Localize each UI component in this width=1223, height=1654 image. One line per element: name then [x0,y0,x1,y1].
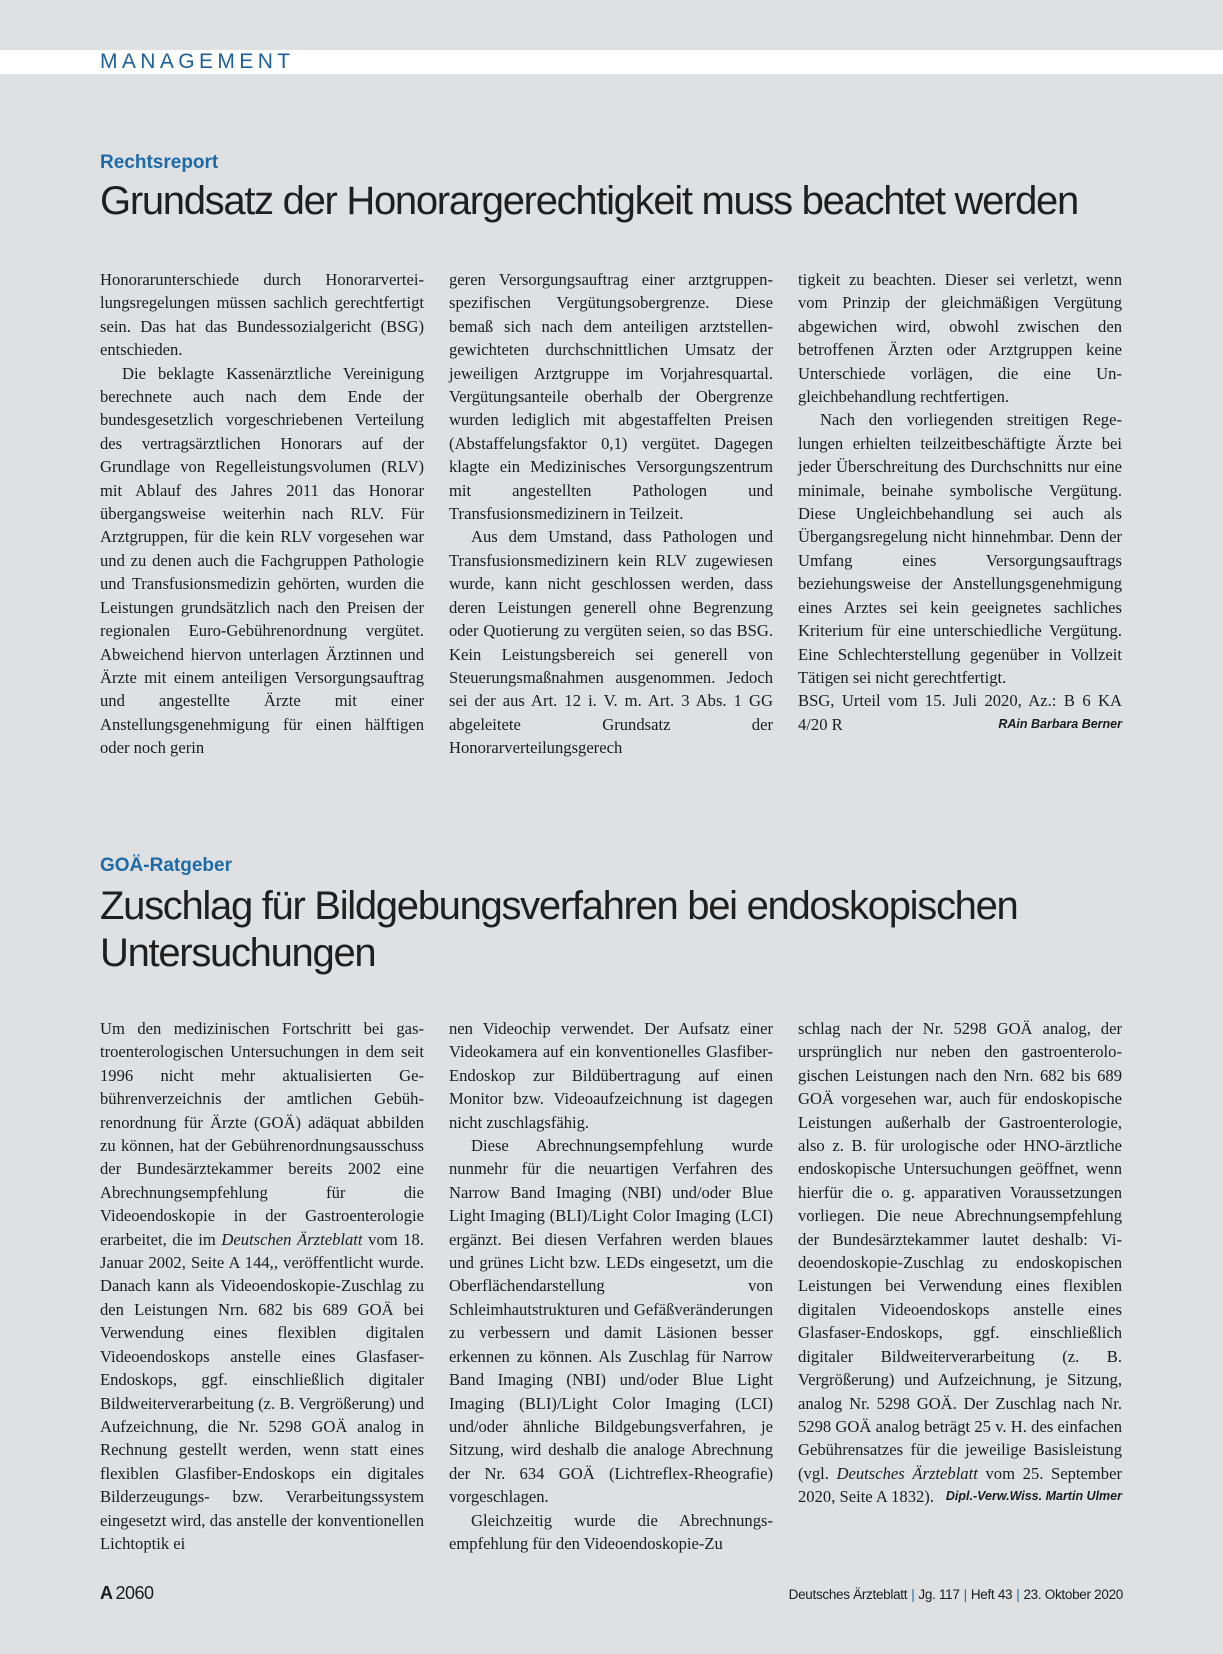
article1-column-3 [798,268,1122,736]
article1-kicker: Rechtsreport [100,152,219,173]
footer-citation [789,1587,1123,1602]
article2-title-line-1: Zuschlag für Bildgebungsverfahren bei endoskopischen [100,884,1018,928]
article1-title: Grundsatz der Honorargerechtigkeit muss beachtet werden [100,179,1078,223]
top-band [0,0,1223,50]
text: Um den medizinischen Fortschritt bei gastroenterologischen Untersuchungen in dem seit 1996 nicht mehr aktualisierten Gebührenverzeichnis der amtlichen Gebührenordnung für Ärzte (GOÄ) adäquat abbilden zu können, hat der Gebührenordnungsausschuss der Bundesärztekammer bereits 2002 eine Abrechnungsempfehlung für die Videoendoskopie in der Gastroenterologie erarbeitet, die im [100,1019,424,1249]
article1-author: RAin Barbara Berner [998,716,1122,731]
paragraph [798,1017,1122,1509]
article2-column-2 [449,1017,773,1555]
paragraph: nen Videochip verwendet. Der Aufsatz einer Videokamera auf ein konventionelles Glasfiber-Endoskop zur Bildübertragung auf einen Monitor bzw. Videoaufzeichnung ist dagegen nicht zuschlagsfähig. [449,1019,773,1132]
issue-date: 23. Oktober 2020 [1023,1587,1123,1602]
paragraph: Honorarunterschiede durch Honorarverteilungsregelungen müssen sachlich gerechtfertigt sein. Das hat das Bundessozialgericht (BSG) entschieden. [100,270,424,360]
separator: | [1016,1587,1020,1602]
paragraph: Diese Abrechnungsempfehlung wurde nunmehr für die neuartigen Verfahren des Narrow Band Imaging (NBI) und/oder Blue Light Imaging (BLI)/Light Color Imaging (LCI) ergänzt. Bei diesen Verfahren werden blaues und grünes Licht bzw. LEDs eingesetzt, um die Oberflächendarstellung von Schleimhautstrukturen und Gefäßveränderungen zu verbessern und damit Läsionen besser erkennen zu können. Als Zuschlag für Narrow Band Imaging (NBI) und/oder Blue Light Imaging (BLI)/Light Color Imaging (LCI) und/oder ähnliche Bildgebungsverfahren, je Sitzung, wird deshalb die analoge Abrechnung der Nr. 634 GOÄ (Lichtreflex-Rheografie) vorgeschlagen. [449,1136,773,1507]
article2-author: Dipl.-Verw.Wiss. Martin Ulmer [945,1489,1122,1504]
journal-name: Deutsches Ärzteblatt [788,1587,908,1602]
page-prefix: A [100,1583,113,1603]
article1-column-2 [449,268,773,760]
citation-text: BSG, Urteil vom 15. Juli 2020, Az.: B 6 KA 4/20 R [798,691,1122,734]
paragraph: Gleichzeitig wurde die Abrechnungsempfehlung für den Videoendoskopie-Zu [449,1510,773,1553]
page-number [100,1583,154,1604]
volume: Jg. 117 [918,1587,960,1602]
journal-reference: Deutschen Ärzteblatt [221,1229,363,1249]
paragraph [100,1017,424,1555]
section-label: MANAGEMENT [100,50,295,73]
paragraph: geren Versorgungsauftrag einer arztgruppenspezifischen Vergütungsobergrenze. Diese bemaß sich nach dem anteiligen arztstellengewichteten durchschnittlichen Umsatz der jeweiligen Arztgruppe im Vorjahresquartal. Vergütungsanteile oberhalb der Obergrenze wurden lediglich mit abgestaffelten Preisen (Abstaffelungsfaktor 0,1) vergütet. Dagegen klagte ein Medizinisches Versorgungszentrum mit angestellten Pathologen und Transfusionsmedizinern in Teilzeit. [449,270,773,524]
citation [798,689,1122,736]
article2-title-line-2: Untersuchungen [100,931,376,975]
article1-column-1 [100,268,424,760]
issue: Heft 43 [970,1587,1013,1602]
article2-kicker: GOÄ-Ratgeber [100,855,232,876]
separator: | [963,1587,967,1602]
text: schlag nach der Nr. 5298 GOÄ analog, der ursprünglich nur neben den gastroenterologischen Leistungen nach den Nrn. 682 bis 689 GOÄ vorgesehen war, auch für endoskopische Leistungen außerhalb der Gastroenterologie, also z. B. für urologische oder HNO-ärztliche endoskopische Untersuchungen geöffnet, wenn hierfür die o. g. apparativen Voraussetzungen vorliegen. Die neue Abrechnungsempfehlung der Bundesärztekammer lautet deshalb: Videoendoskopie-Zuschlag zu endoskopischen Leistungen bei Verwendung eines flexiblen digitalen Videoendoskops anstelle eines Glasfaser-Endoskops, ggf. einschließlich digitaler Bildweiterverarbeitung (z. B. Vergrößerung) und Aufzeichnung, je Sitzung, analog Nr. 5298 GOÄ. Der Zuschlag nach Nr. 5298 GOÄ analog beträgt 25 v. H. des einfachen Gebührensatzes für die jeweilige Basisleistung (vgl. [798,1019,1122,1483]
paragraph: Nach den vorliegenden streitigen Regelungen erhielten teilzeitbeschäftigte Ärzte bei jeder Überschreitung des Durchschnitts nur eine minimale, beinahe symbolische Vergütung. Diese Ungleichbehandlung sei auch als Übergangsregelung nicht hinnehmbar. Denn der Umfang eines Versorgungsauftrags beziehungsweise der Anstellungsgenehmigung eines Arztes sei kein geeignetes sachliches Kriterium für eine unterschiedliche Vergütung. Eine Schlechterstellung gegenüber in Vollzeit Tätigen sei nicht gerechtfertigt. [798,410,1122,687]
page-number-value: 2060 [115,1583,154,1603]
text: vom 18. Januar 2002, Seite A 144,, veröffentlicht wurde. Danach kann als Videoendoskopie-Zuschlag zu den Leistungen Nrn. 682 bis 689 GOÄ bei Verwendung eines flexiblen digitalen Videoendoskops anstelle eines Glasfaser-Endoskops, ggf. einschließlich digitaler Bildweiterverarbeitung (z. B. Vergrößerung) und Aufzeichnung, die Nr. 5298 GOÄ analog in Rechnung gestellt werden, wenn statt eines flexiblen Glasfiber-Endoskops ein digitales Bilderzeugungs- bzw. Verarbeitungssystem eingesetzt wird, das anstelle der konventionellen Lichtoptik ei [100,1229,424,1553]
text: vom 25. September 2020, Seite A 1832). [798,1463,1122,1507]
article2-column-1 [100,1017,424,1555]
separator: | [911,1587,915,1602]
article2-title [100,883,1130,977]
article2-column-3 [798,1017,1122,1509]
paragraph: Die beklagte Kassenärztliche Vereinigung berechnete auch nach dem Ende der bundesgesetzlich vorgeschriebenen Verteilung des vertragsärztlichen Honorars auf der Grundlage von Regelleistungsvolumen (RLV) mit Ablauf des Jahres 2011 das Honorar übergangsweise weiterhin nach RLV. Für Arztgruppen, für die kein RLV vorgesehen war und zu denen auch die Fachgruppen Pathologie und Transfusionsmedizin gehörten, wurden die Leistungen grundsätzlich nach den Preisen der regionalen Euro-Gebührenordnung vergütet. Abweichend hiervon unterlagen Ärztinnen und Ärzte mit einem anteiligen Versorgungsauftrag und angestellte Ärzte mit einer Anstellungsgenehmigung für einen hälftigen oder noch gerin [100,363,424,758]
journal-reference: Deutsches Ärzteblatt [836,1463,978,1483]
paragraph: Aus dem Umstand, dass Pathologen und Transfusionsmedizinern kein RLV zugewiesen wurde, kann nicht geschlossen werden, dass deren Leistungen generell ohne Begrenzung oder Quotierung zu vergüten seien, so das BSG. Kein Leistungsbereich sei generell von Steuerungsmaßnahmen ausgenommen. Jedoch sei der aus Art. 12 i. V. m. Art. 3 Abs. 1 GG abgeleitete Grundsatz der Honorarverteilungsgerech [449,527,773,758]
paragraph: tigkeit zu beachten. Dieser sei verletzt, wenn vom Prinzip der gleichmäßigen Vergütung abgewichen wird, obwohl zwischen den betroffenen Ärzten oder Arztgruppen keine Unterschiede vorlägen, die eine Ungleichbehandlung rechtfertigen. [798,270,1122,407]
